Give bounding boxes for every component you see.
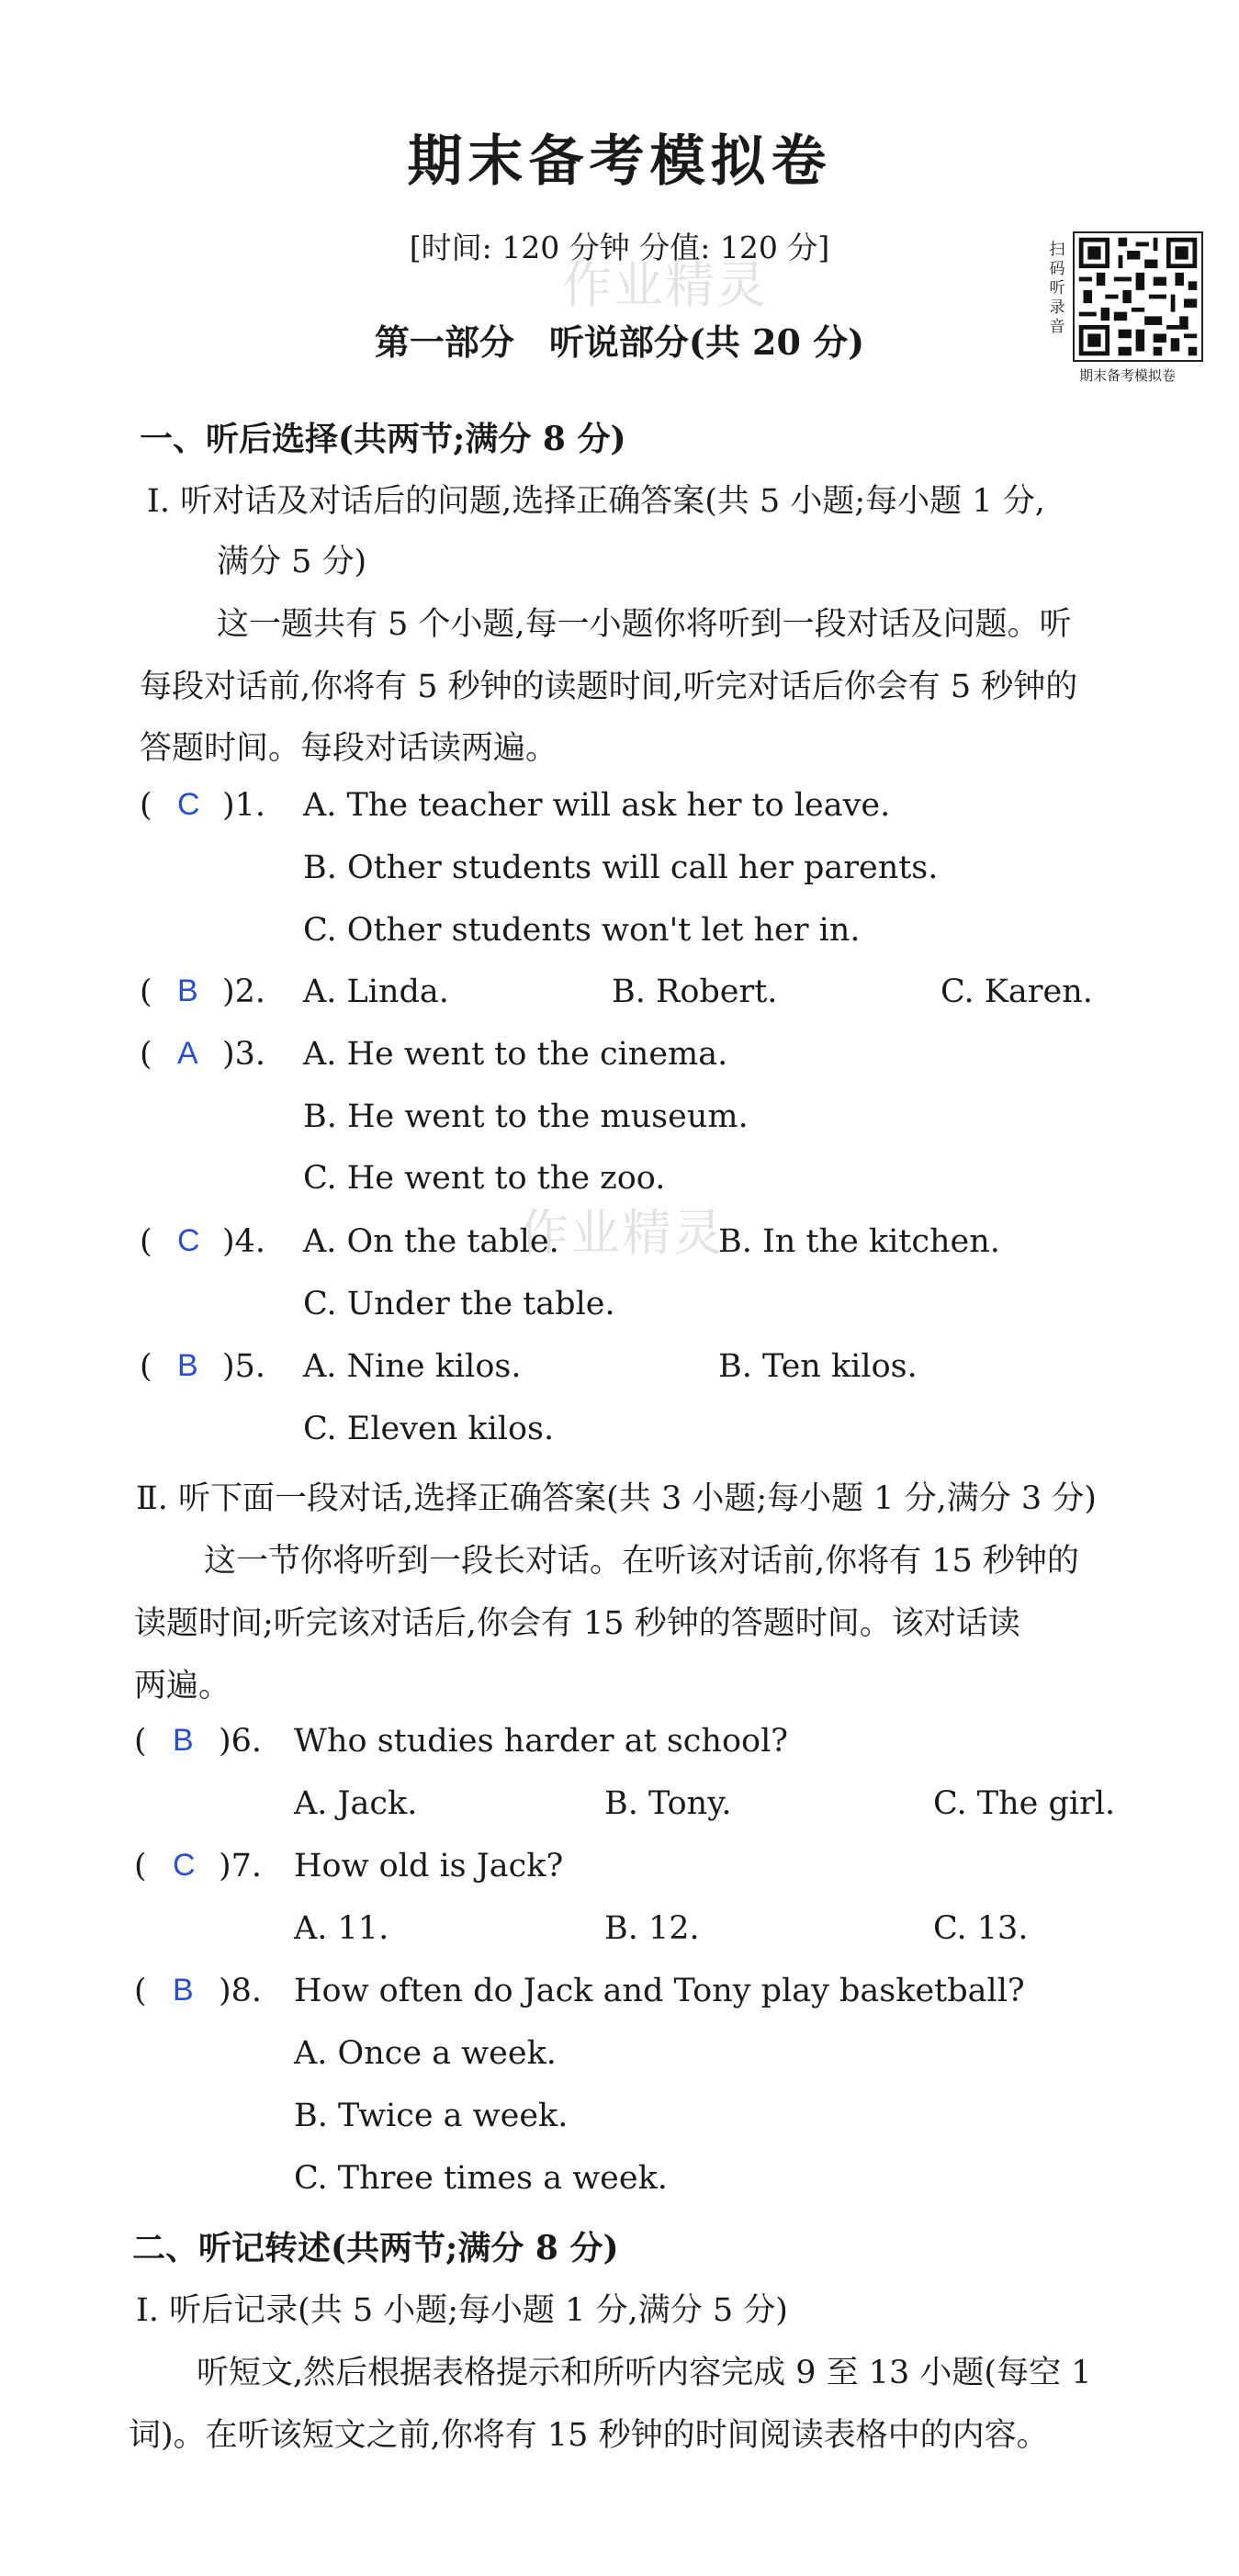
option-b: B. 12. (604, 1910, 700, 1947)
instruction-line: 答题时间。每段对话读两遍。 (140, 730, 558, 767)
paren-open: ( (134, 1848, 147, 1884)
instruction-line: 每段对话前,你将有 5 秒钟的读题时间,听完对话后你会有 5 秒钟的 (140, 669, 1078, 705)
answer-mark: C (177, 787, 200, 822)
option-c: C. Karen. (941, 973, 1093, 1010)
watermark: 作业精灵 (519, 1206, 725, 1261)
answer-mark: A (177, 1036, 198, 1071)
section-1-heading: 一、听后选择(共两节;满分 8 分) (140, 420, 626, 458)
question-number: )5. (222, 1348, 266, 1385)
instruction-line: 两遍。 (134, 1668, 231, 1704)
part-1-heading-line: 满分 5 分) (217, 544, 367, 580)
paren-open: ( (140, 1036, 152, 1073)
option-a: A. Once a week. (294, 2035, 557, 2072)
question-text: Who studies harder at school? (294, 1723, 789, 1760)
question-text: How old is Jack? (294, 1848, 564, 1884)
paren-open: ( (134, 1973, 147, 2009)
option-b: B. In the kitchen. (718, 1223, 1000, 1260)
option-c: C. Other students won't let her in. (303, 912, 861, 949)
instruction-line: 听短文,然后根据表格提示和所听内容完成 9 至 13 小题(每空 1 (197, 2355, 1092, 2391)
option-a: A. Nine kilos. (303, 1348, 522, 1385)
option-b: B. Tony. (604, 1785, 732, 1822)
option-b: B. Robert. (612, 973, 778, 1010)
qr-side-label: 扫码听录音 (1049, 241, 1065, 336)
option-b: B. He went to the museum. (303, 1098, 749, 1135)
option-c: C. Under the table. (303, 1286, 615, 1322)
question-number: )2. (222, 973, 266, 1010)
option-a: A. Linda. (303, 973, 449, 1010)
question-number: )6. (219, 1723, 263, 1760)
time-score-info: [时间: 120 分钟 分值: 120 分] (409, 230, 830, 265)
instruction-line: 读题时间;听完该对话后,你会有 15 秒钟的答题时间。该对话读 (134, 1605, 1020, 1642)
question-number: )8. (219, 1973, 263, 2009)
instruction-line: 词)。在听该短文之前,你将有 15 秒钟的时间阅读表格中的内容。 (129, 2417, 1049, 2454)
question-number: )7. (219, 1848, 263, 1884)
option-a: A. The teacher will ask her to leave. (303, 787, 891, 824)
option-a: A. Jack. (294, 1785, 418, 1822)
option-c: C. 13. (933, 1910, 1029, 1947)
answer-mark: B (177, 1348, 198, 1383)
answer-mark: C (173, 1848, 196, 1883)
question-number: )3. (222, 1036, 266, 1073)
option-c: C. Three times a week. (294, 2160, 668, 2197)
part-2-heading: Ⅱ. 听下面一段对话,选择正确答案(共 3 小题;每小题 1 分,满分 3 分) (136, 1480, 1097, 1517)
option-c: C. The girl. (933, 1785, 1116, 1822)
part-heading: 第一部分 听说部分(共 20 分) (374, 321, 865, 363)
option-a: A. On the table. (303, 1223, 559, 1260)
qr-code-icon[interactable] (1073, 231, 1203, 362)
qr-code-block[interactable] (1047, 231, 1208, 384)
answer-mark: B (177, 973, 198, 1008)
answer-mark: C (177, 1223, 200, 1258)
option-a: A. He went to the cinema. (303, 1036, 728, 1073)
option-b: B. Ten kilos. (718, 1348, 918, 1385)
answer-mark: B (173, 1723, 194, 1758)
option-c: C. Eleven kilos. (303, 1411, 555, 1447)
question-number: )4. (222, 1223, 266, 1260)
answer-mark: B (173, 1973, 194, 2008)
instruction-line: 这一节你将听到一段长对话。在听该对话前,你将有 15 秒钟的 (204, 1543, 1079, 1580)
section-2-part-1-heading: Ⅰ. 听后记录(共 5 小题;每小题 1 分,满分 5 分) (136, 2292, 788, 2329)
page-title: 期末备考模拟卷 (407, 129, 832, 194)
paren-open: ( (140, 1348, 152, 1385)
paren-open: ( (134, 1723, 147, 1760)
paren-open: ( (140, 973, 152, 1010)
watermark: 作业精灵 (562, 258, 768, 313)
paren-open: ( (140, 1223, 152, 1260)
paren-open: ( (140, 787, 152, 824)
question-number: )1. (222, 787, 266, 824)
option-c: C. He went to the zoo. (303, 1160, 666, 1197)
part-1-heading-line: Ⅰ. 听对话及对话后的问题,选择正确答案(共 5 小题;每小题 1 分, (147, 483, 1045, 520)
option-a: A. 11. (294, 1910, 389, 1947)
option-b: B. Other students will call her parents. (303, 849, 939, 886)
section-2-heading: 二、听记转述(共两节;满分 8 分) (132, 2229, 619, 2267)
question-row (140, 787, 152, 824)
qr-caption: 期末备考模拟卷 (1078, 367, 1176, 384)
instruction-line: 这一题共有 5 个小题,每一小题你将听到一段对话及问题。听 (217, 606, 1072, 643)
option-b: B. Twice a week. (294, 2098, 569, 2134)
question-text: How often do Jack and Tony play basketball? (294, 1973, 1025, 2009)
